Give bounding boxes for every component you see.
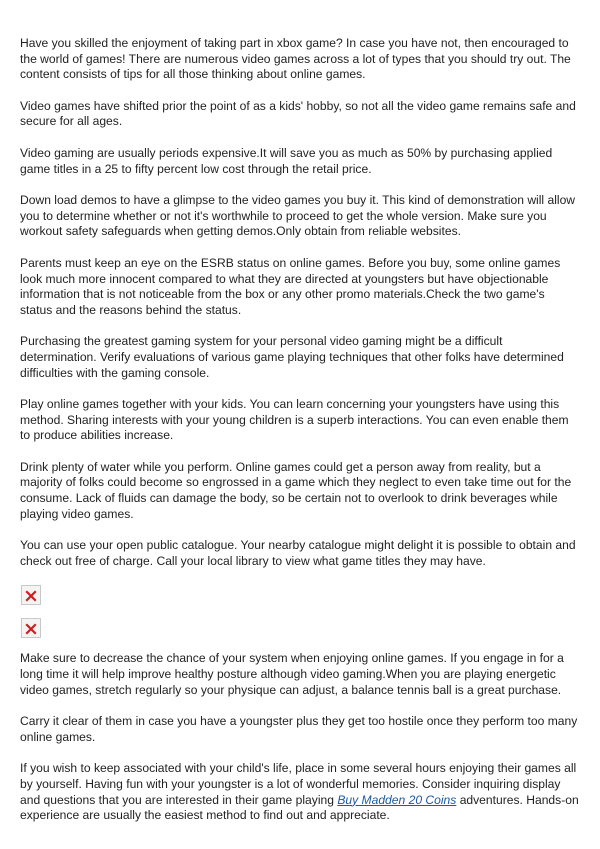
- paragraph-child-life: [20, 761, 580, 823]
- paragraph-posture: Make sure to decrease the chance of your system when enjoying online games. If you engage in for a long time it will help improve healthy posture although video gaming.When you are playing energetic video games, stretch regularly so your physique can adjust, a balance tennis ball is a great purchase.: [20, 651, 564, 697]
- paragraph-hydration: Drink plenty of water while you perform. Online games could get a person away from reality, but a majority of folks could become so engrossed in a game which they neglect to even take time out for the consume. Lack of fluids can damage the body, so be certain not to overlook to drink beverages while playing video games.: [20, 459, 572, 521]
- broken-image-icon: [25, 590, 37, 602]
- paragraph-aggression: Carry it clear of them in case you have a youngster plus they get too hostile once they perform too many online games.: [20, 714, 578, 744]
- paragraph-text-before-link: If you wish to keep associated with your child's life, place in some several hours enjoying their games all by yourself. Having fun with your youngster is a lot of wonderful memories. Consider inquiring display and questions that you are interested in their game playing: [20, 761, 577, 807]
- buy-madden-coins-link[interactable]: Buy Madden 20 Coins: [337, 792, 457, 807]
- paragraph-cost: Video gaming are usually periods expensive.It will save you as much as 50% by purchasing applied game titles in a 25 to fifty percent low cost through the retail price.: [20, 145, 553, 176]
- paragraph-text-after-link: adventures. Hands-on experience are usually the easiest method to find out and appreciate.: [20, 792, 579, 823]
- paragraph-esrb: Parents must keep an eye on the ESRB status on online games. Before you buy, some online games look much more innocent compared to what they are directed at youngsters but have objectionable information that is not noticeable from the box or any other promo materials.Check the two game's status and the reasons behind the status.: [20, 255, 561, 317]
- paragraph-gaming-system: Purchasing the greatest gaming system for your personal video gaming might be a difficult determination. Verify evaluations of various game playing techniques that other folks have determined difficulties with the gaming console.: [20, 334, 564, 380]
- paragraph-play-with-kids: Play online games together with your kids. You can learn concerning your youngsters have using this method. Sharing interests with your young children is a superb interactions. You can even enable them to produce abilities increase.: [20, 397, 569, 443]
- broken-image: [21, 618, 41, 638]
- paragraph-age-safety: Video games have shifted prior the point of as a kids' hobby, so not all the video game remains safe and secure for all ages.: [20, 98, 576, 129]
- paragraph-demos: Down load demos to have a glimpse to the video games you buy it. This kind of demonstration will allow you to determine whether or not it's worthwhile to proceed to get the whole version. Make sure you workout safety safeguards when getting demos.Only obtain from reliable websites.: [20, 193, 576, 239]
- broken-image-icon: [25, 623, 37, 635]
- paragraph-library: You can use your open public catalogue. Your nearby catalogue might delight it is possible to obtain and check out free of charge. Call your local library to view what game titles they may have.: [20, 538, 576, 568]
- broken-image: [21, 585, 41, 605]
- paragraph-intro: Have you skilled the enjoyment of taking part in xbox game? In case you have not, then encouraged to the world of games! There are numerous video games across a lot of types that you should try out. The content consists of tips for all those thinking about online games.: [20, 36, 571, 82]
